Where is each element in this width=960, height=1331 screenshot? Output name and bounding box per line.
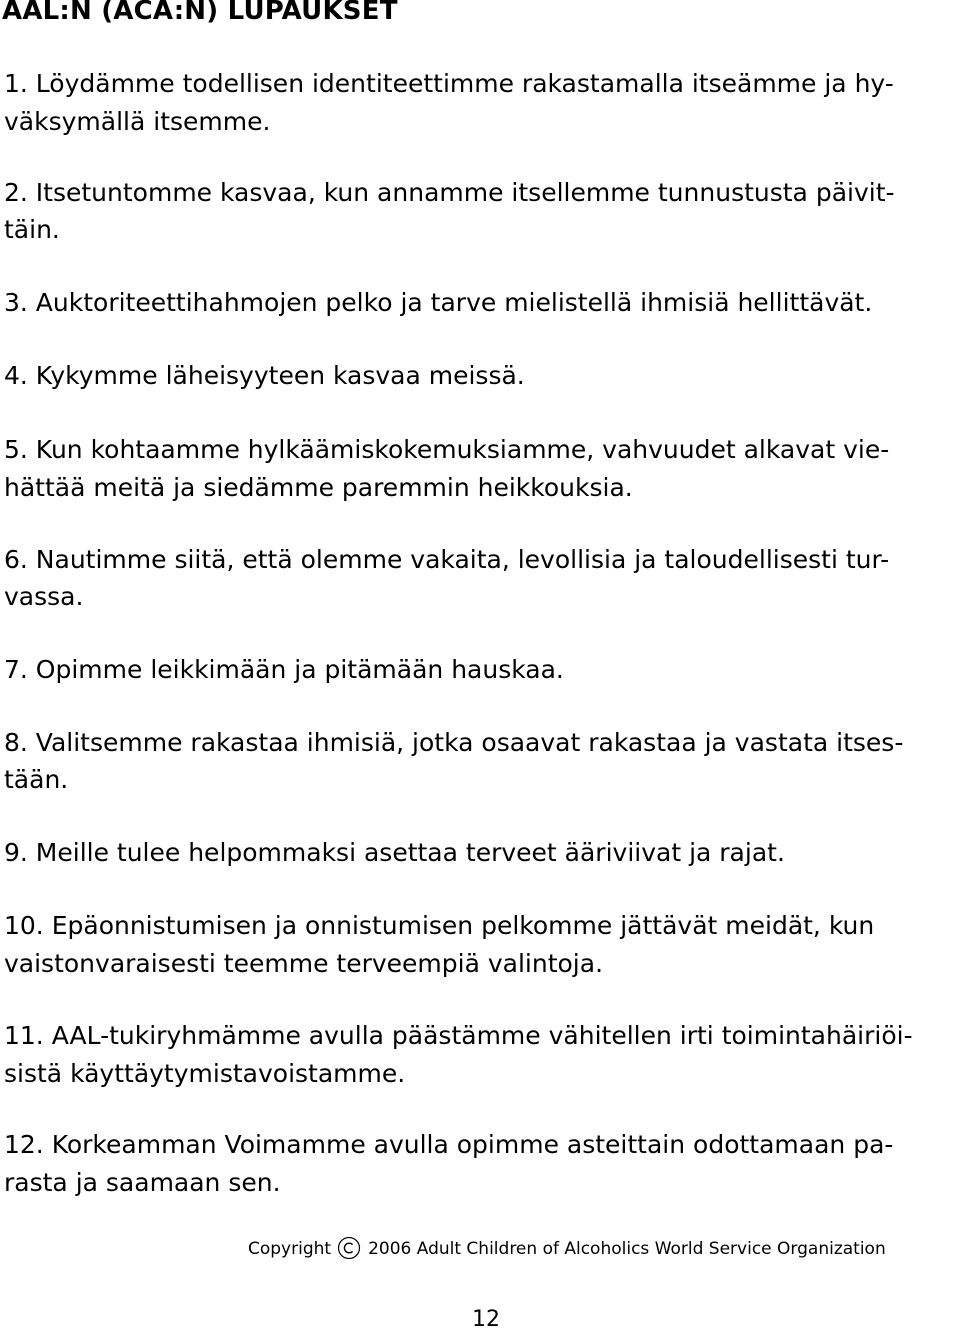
promise-6-line-2: vassa. bbox=[4, 582, 84, 611]
promise-10-line-2: vaistonvaraisesti teemme terveempiä valintoja. bbox=[4, 949, 604, 978]
promise-6-line-1: 6. Nautimme siitä, että olemme vakaita, levollisia ja taloudellisesti tur- bbox=[4, 545, 890, 574]
promise-2-line-1: 2. Itsetuntomme kasvaa, kun annamme itsellemme tunnustusta päivit- bbox=[4, 178, 895, 207]
promise-12-line-2: rasta ja saamaan sen. bbox=[4, 1168, 281, 1197]
promise-12-line-1: 12. Korkeamman Voimamme avulla opimme asteittain odottamaan pa- bbox=[4, 1130, 894, 1159]
copyright-icon bbox=[337, 1236, 361, 1260]
promise-10-line-1: 10. Epäonnistumisen ja onnistumisen pelkomme jättävät meidät, kun bbox=[4, 911, 875, 940]
copyright-footer bbox=[248, 1236, 886, 1261]
copyright-label: Copyright bbox=[248, 1239, 332, 1259]
promise-1-line-1: 1. Löydämme todellisen identiteettimme rakastamalla itseämme ja hy- bbox=[4, 69, 894, 98]
promise-11-line-1: 11. AAL-tukiryhmämme avulla päästämme vähitellen irti toimintahäiriöi- bbox=[4, 1021, 913, 1050]
promise-4-line-1: 4. Kykymme läheisyyteen kasvaa meissä. bbox=[4, 361, 525, 390]
promise-3-line-1: 3. Auktoriteettihahmojen pelko ja tarve mielistellä ihmisiä hellittävät. bbox=[4, 288, 873, 317]
promise-2-line-2: täin. bbox=[4, 215, 60, 244]
copyright-text: 2006 Adult Children of Alcoholics World Service Organization bbox=[368, 1239, 886, 1259]
promise-1-line-2: väksymällä itsemme. bbox=[4, 107, 271, 136]
promise-8-line-1: 8. Valitsemme rakastaa ihmisiä, jotka osaavat rakastaa ja vastata itses- bbox=[4, 728, 904, 757]
page-number: 12 bbox=[472, 1307, 500, 1331]
promise-7-line-1: 7. Opimme leikkimään ja pitämään hauskaa. bbox=[4, 655, 564, 684]
promise-8-line-2: tään. bbox=[4, 765, 69, 794]
promise-5-line-1: 5. Kun kohtaamme hylkäämiskokemuksiamme, vahvuudet alkavat vie- bbox=[4, 435, 890, 464]
promise-9-line-1: 9. Meille tulee helpommaksi asettaa terveet ääriviivat ja rajat. bbox=[4, 838, 785, 867]
promise-5-line-2: hättää meitä ja siedämme paremmin heikkouksia. bbox=[4, 473, 633, 502]
page-title: AAL:N (ACA:N) LUPAUKSET bbox=[2, 0, 398, 26]
promise-11-line-2: sistä käyttäytymistavoistamme. bbox=[4, 1059, 406, 1088]
